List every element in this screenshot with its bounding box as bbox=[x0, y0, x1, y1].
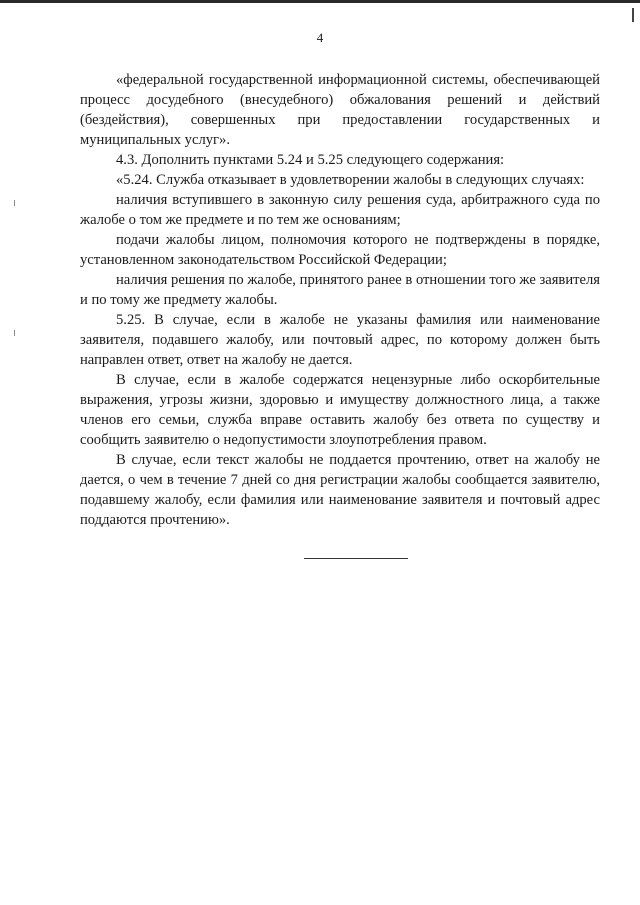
top-border-line bbox=[0, 0, 640, 3]
paragraph-court-decision: наличия вступившего в законную силу решения суда, арбитражного суда по жалобе о том же предмете и по тем же основаниям; bbox=[80, 192, 600, 228]
paragraph-unauthorized-person: подачи жалобы лицом, полномочия которого не подтверждены в порядке, установленном законодательством Российской Федерации; bbox=[80, 232, 600, 268]
paragraph-item-4-3: 4.3. Дополнить пунктами 5.24 и 5.25 следующего содержания: bbox=[116, 152, 505, 168]
paragraph-illegible-text: В случае, если текст жалобы не поддается прочтению, ответ на жалобу не дается, о чем в течение 7 дней со дня регистрации жалобы сообщается заявителю, подавшему жалобу, если фамилия или наименование заявителя и почтовый адрес поддаются прочтению». bbox=[80, 452, 600, 528]
corner-mark bbox=[632, 8, 634, 22]
paragraph-continuation: «федеральной государственной информационной системы, обеспечивающей процесс досудебного (внесудебного) обжалования решений и действий (бездействия), совершенных при предоставлении государственных и муниципальных услуг». bbox=[80, 72, 600, 148]
paragraph-item-5-25: 5.25. В случае, если в жалобе не указаны фамилия или наименование заявителя, подавшего жалобу, или почтовый адрес, по которому должен быть направлен ответ, ответ на жалобу не дается. bbox=[80, 312, 600, 368]
paragraph-previous-decision: наличия решения по жалобе, принятого ранее в отношении того же заявителя и по тому же предмету жалобы. bbox=[80, 272, 600, 308]
margin-tick bbox=[14, 330, 15, 336]
margin-tick bbox=[14, 200, 15, 206]
document-body bbox=[80, 70, 600, 530]
page-number: 4 bbox=[316, 30, 324, 45]
paragraph-item-5-24: «5.24. Служба отказывает в удовлетворении жалобы в следующих случаях: bbox=[116, 172, 585, 188]
end-separator-line bbox=[304, 558, 408, 559]
paragraph-offensive-language: В случае, если в жалобе содержатся нецензурные либо оскорбительные выражения, угрозы жизни, здоровью и имуществу должностного лица, а также членов его семьи, служба вправе оставить жалобу без ответа по существу и сообщить заявителю о недопустимости злоупотребления правом. bbox=[80, 372, 600, 448]
